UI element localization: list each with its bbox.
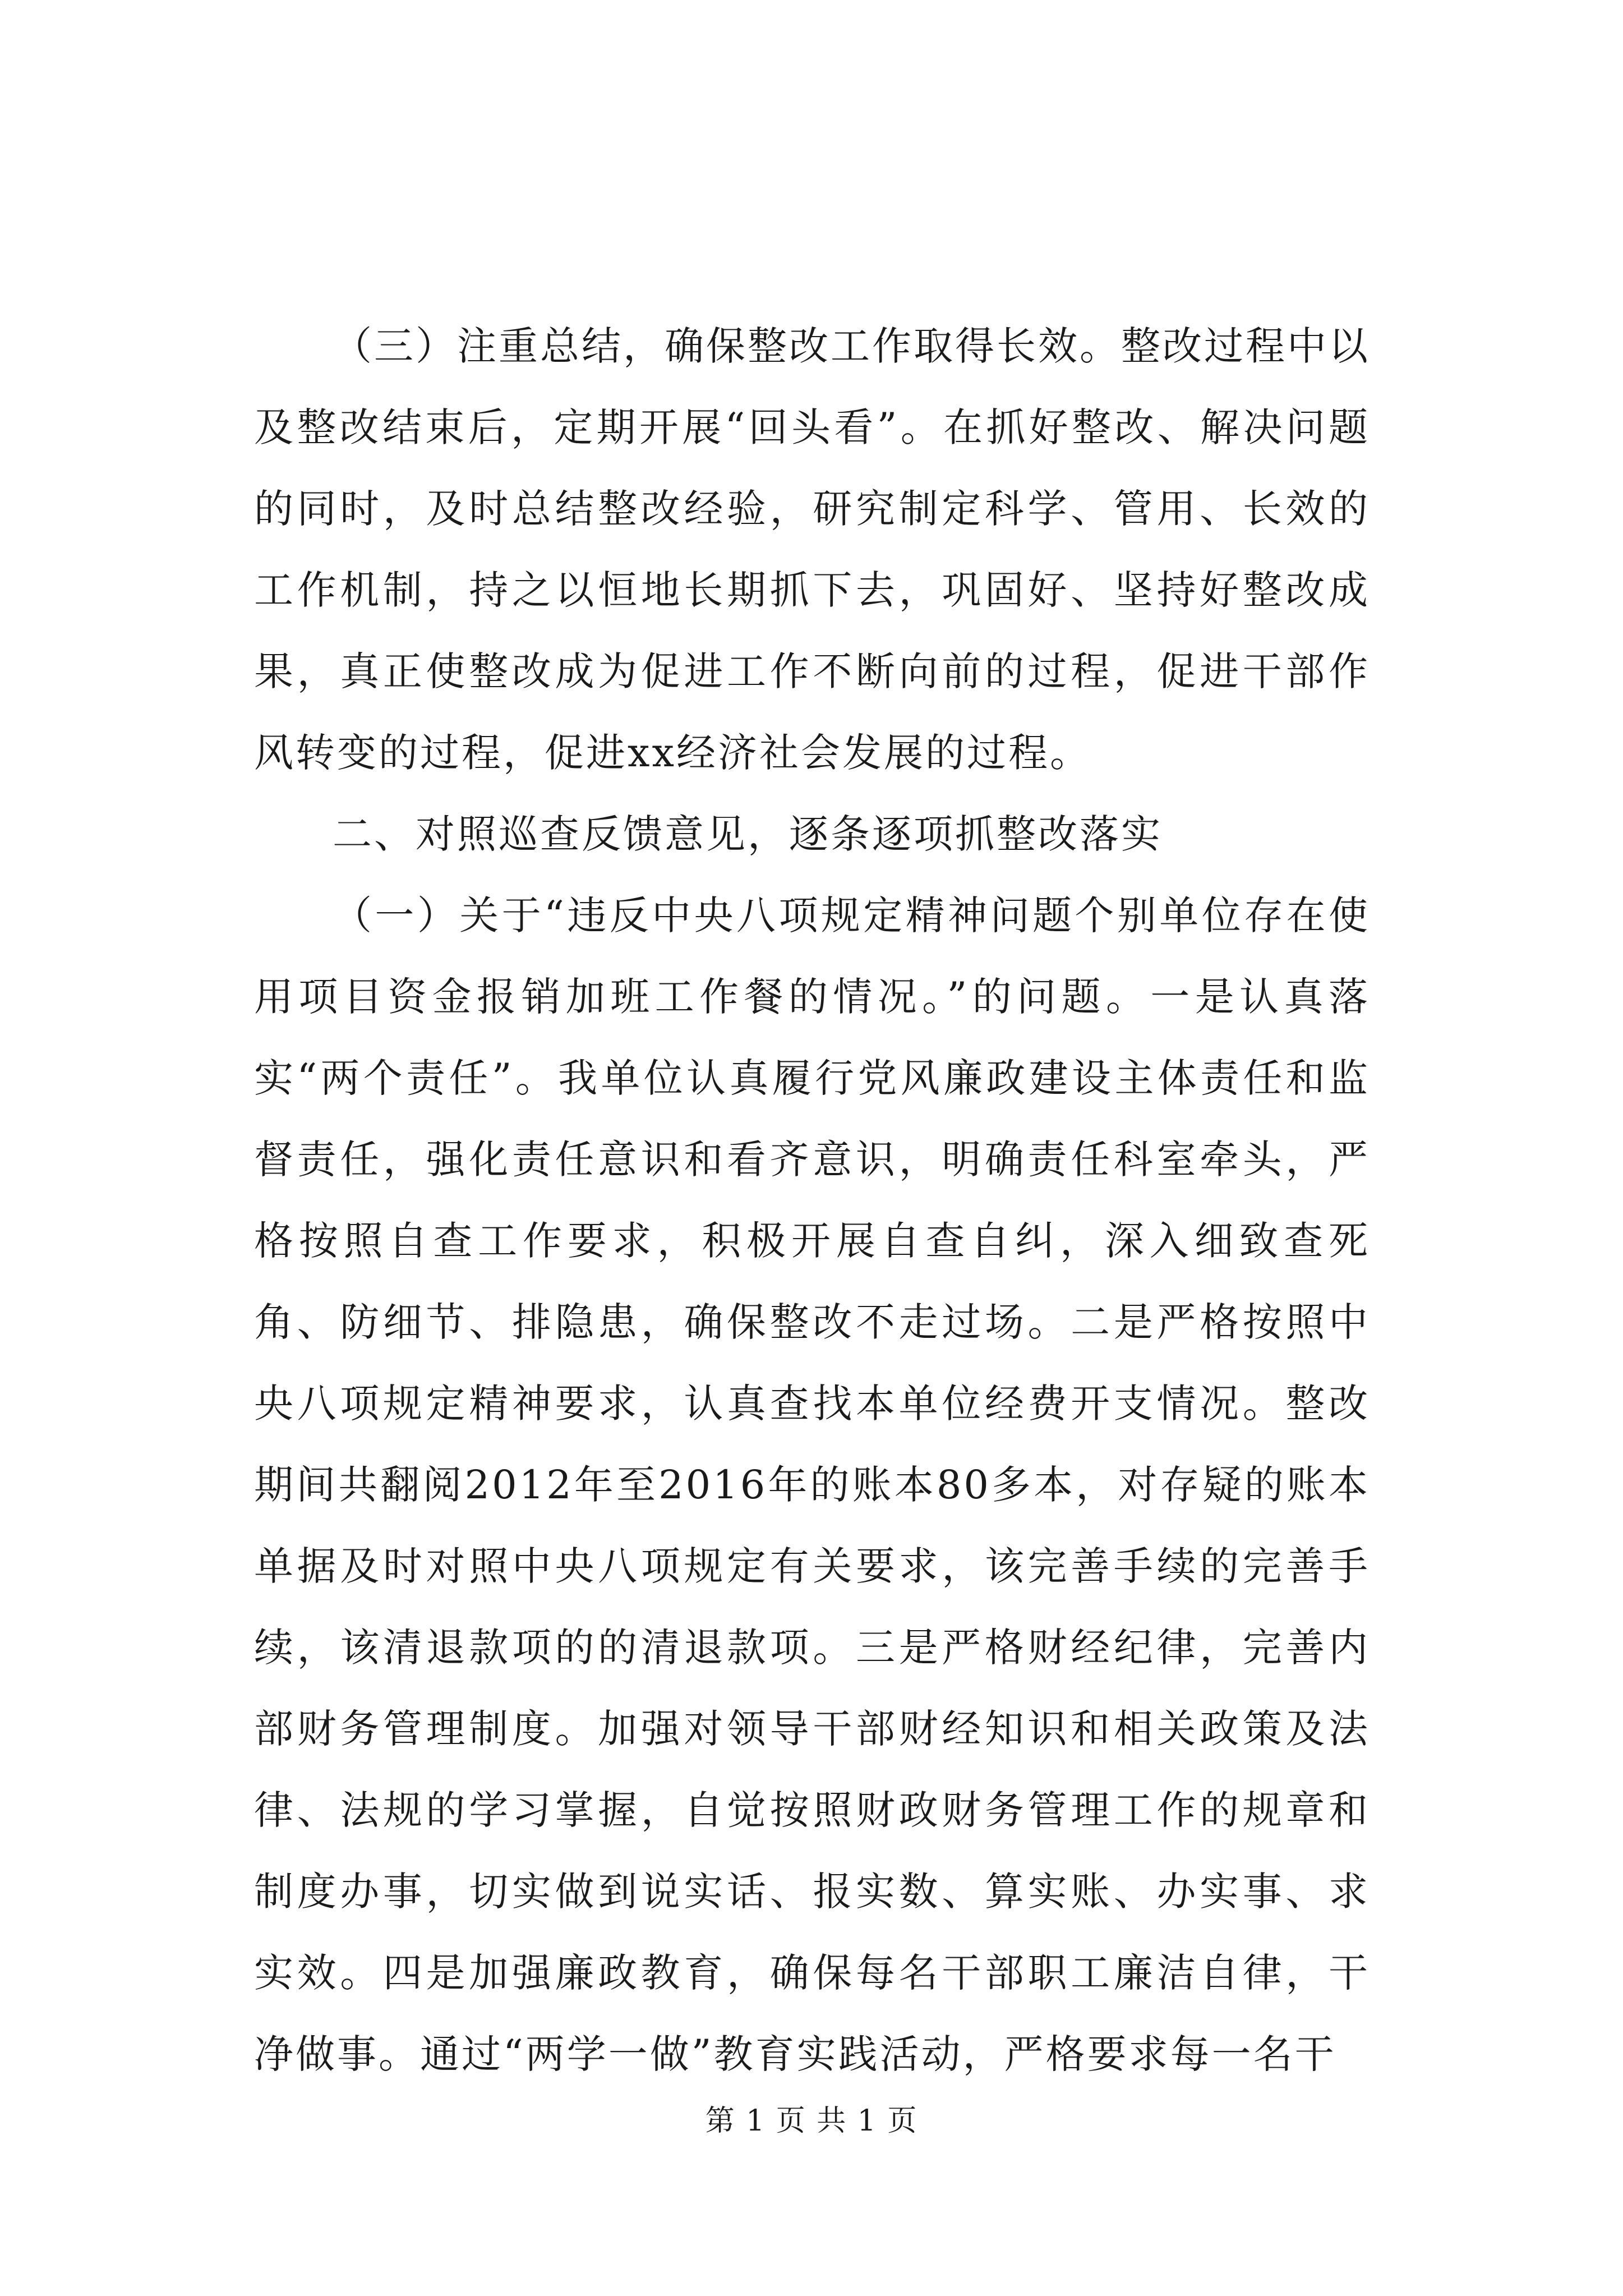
paragraph-summary-long-term: （三）注重总结，确保整改工作取得长效。整改过程中以及整改结束后，定期开展“回头看”。在抓好整改、解决问题的同时，及时总结整改经验，研究制定科学、管用、长效的工作机制，持之以恒地长期抓下去，巩固好、坚持好整改成果，真正使整改成为促进工作不断向前的过程，促进干部作风转变的过程，促进xx经济社会发展的过程。 [254, 323, 1370, 776]
document-body [254, 306, 1370, 2095]
paragraph-eight-regulations: （一）关于“违反中央八项规定精神问题个别单位存在使用项目资金报销加班工作餐的情况。”的问题。一是认真落实“两个责任”。我单位认真履行党风廉政建设主体责任和监督责任，强化责任意识和看齐意识，明确责任科室牵头，严格按照自查工作要求，积极开展自查自纠，深入细致查死角、防细节、排隐患，确保整改不走过场。二是严格按照中央八项规定精神要求，认真查找本单位经费开支情况。整改期间共翻阅2012年至2016年的账本80多本，对存疑的账本单据及时对照中央八项规定有关要求，该完善手续的完善手续，该清退款项的的清退款项。三是严格财经纪律，完善内部财务管理制度。加强对领导干部财经知识和相关政策及法律、法规的学习掌握，自觉按照财政财务管理工作的规章和制度办事，切实做到说实话、报实数、算实账、办实事、求实效。四是加强廉政教育，确保每名干部职工廉洁自律，干净做事。通过“两学一做”教育实践活动，严格要求每一名干 [254, 892, 1370, 2077]
section-heading-two: 二、对照巡查反馈意见，逐条逐项抓整改落实 [333, 811, 1163, 857]
page-footer: 第 1 页 共 1 页 [705, 2104, 918, 2138]
